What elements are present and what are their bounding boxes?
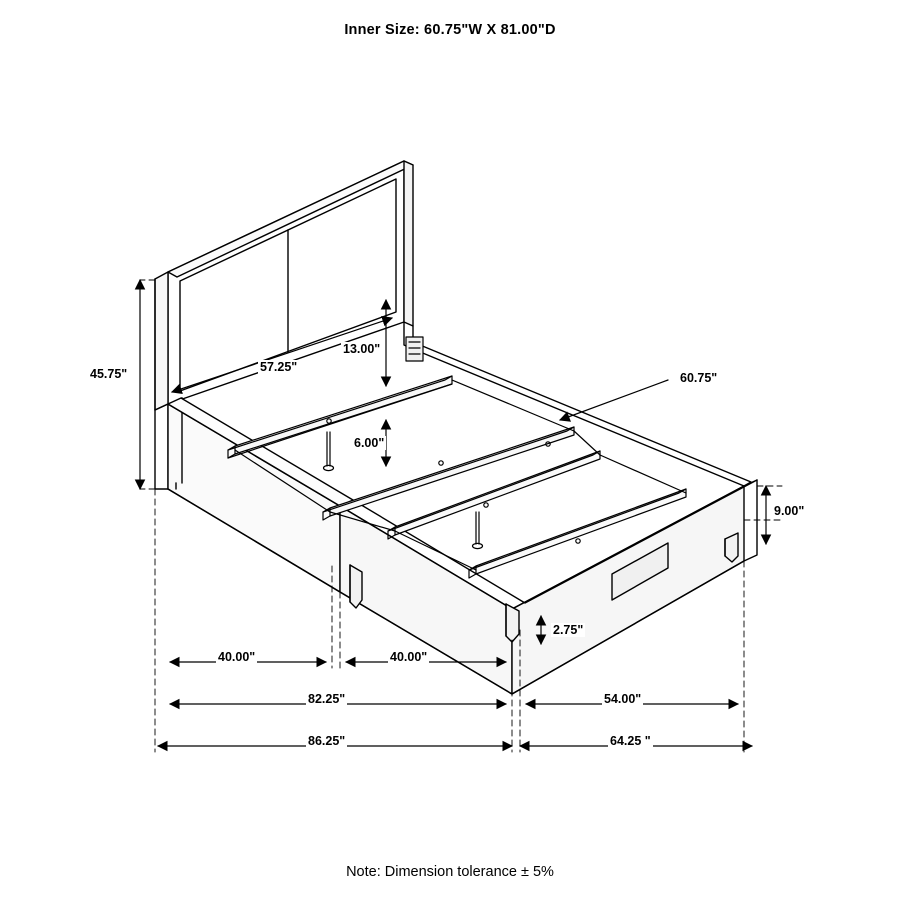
dimension-label-leg-height: 2.75" [553, 623, 584, 637]
dimension-label-headboard-height: 45.75" [90, 367, 128, 381]
dimension-label-rail-height: 9.00" [774, 504, 805, 518]
dimension-label-headboard-width: 57.25" [260, 360, 298, 374]
tolerance-note: Note: Dimension tolerance ± 5% [346, 864, 554, 880]
dimension-label-inner-width: 60.75" [680, 371, 718, 385]
dimension-label-overall-depth: 64.25 " [610, 734, 651, 748]
dimension-label-slat-leg-height: 6.00" [354, 436, 385, 450]
dimension-label-headboard-clearance: 13.00" [343, 342, 381, 356]
dimension-label-overall-length-inner: 82.25" [308, 692, 346, 706]
dimension-label-overall-length: 86.25" [308, 734, 346, 748]
dimension-label-left-span: 40.00" [218, 650, 256, 664]
page-title: Inner Size: 60.75"W X 81.00"D [344, 22, 556, 38]
dimension-label-overall-depth-inner: 54.00" [604, 692, 642, 706]
dimension-label-right-span: 40.00" [390, 650, 428, 664]
